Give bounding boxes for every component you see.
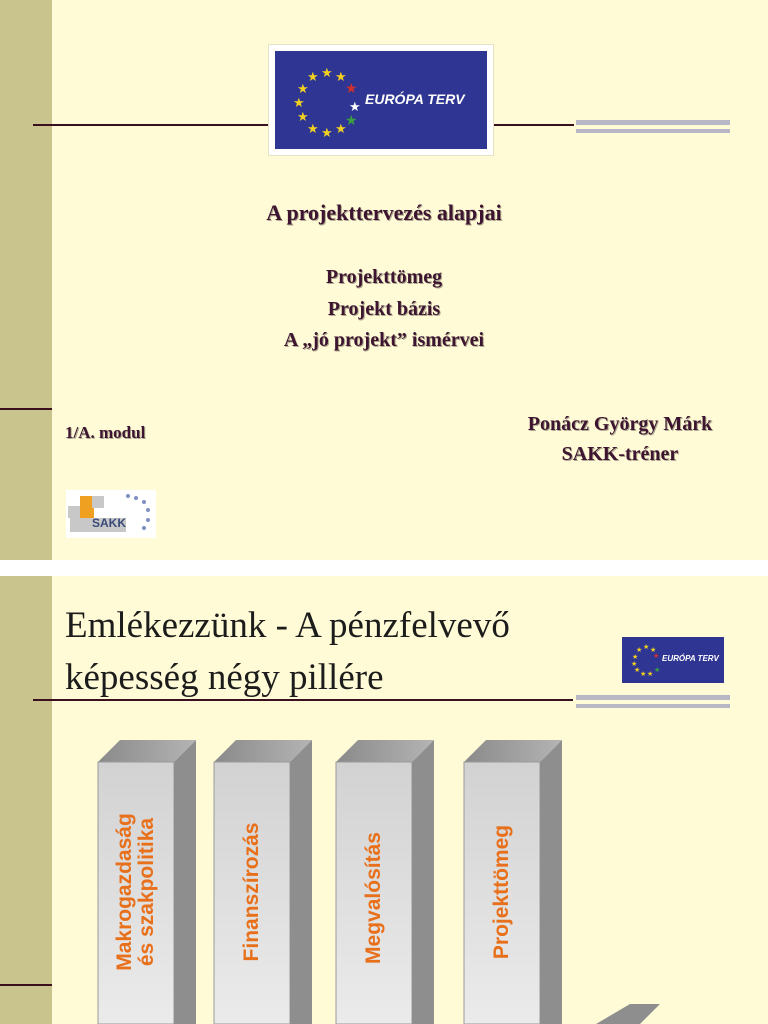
svg-text:★: ★ [335,70,347,85]
svg-text:★: ★ [647,670,654,678]
svg-text:★: ★ [653,652,660,660]
svg-text:★: ★ [297,110,309,125]
sakk-logo-text: SAKK [92,516,127,530]
svg-text:★: ★ [293,96,305,111]
base-slab [596,1004,660,1024]
pillar-label-3: Megvalósítás [362,832,385,964]
presentation-title: A projekttervezés alapjai [266,200,502,225]
pillar-2 [214,740,312,1024]
logo-background [275,51,487,149]
svg-text:★: ★ [307,70,319,85]
svg-text:★: ★ [321,66,333,81]
svg-text:★: ★ [643,643,650,651]
svg-text:★: ★ [634,666,641,674]
svg-text:★: ★ [345,81,358,97]
content-slide [0,576,768,1024]
pillar-label-2: Finanszírozás [240,822,263,962]
divider-line [33,124,270,126]
svg-text:★: ★ [321,126,333,141]
author-role: SAKK-tréner [561,443,679,465]
svg-text:★: ★ [654,666,661,674]
slide-title-line-2: képesség négy pillére [65,657,384,698]
svg-text:★: ★ [632,653,639,661]
pillar-label-1 [114,792,158,992]
svg-text:★: ★ [631,660,638,668]
subtitle-2: Projekt bázis [327,298,441,320]
divider-accent [576,129,730,133]
svg-text:★: ★ [636,646,643,654]
logo-text: EURÓPA TERV [365,91,465,107]
svg-text:★: ★ [345,113,358,129]
module-label: 1/A. modul [65,423,146,442]
svg-text:★: ★ [307,122,319,137]
sakk-logo [66,490,156,538]
sakk-logo-graphic [66,490,156,538]
pillar-label-1-line-2: és szakpolitika [135,817,158,967]
sidebar-line [0,408,52,410]
author-name: Ponácz György Márk [527,413,713,435]
svg-text:★: ★ [297,82,309,97]
svg-text:★: ★ [335,122,347,137]
divider-accent [576,120,730,125]
pillar-3 [336,740,434,1024]
logo-text: EURÓPA TERV [662,654,719,663]
eu-stars-icon [283,55,373,145]
svg-text:★: ★ [650,646,657,654]
svg-text:★: ★ [349,100,361,115]
pillar-label-1-line-1: Makrogazdaság [113,813,136,971]
divider-line [494,124,574,126]
subtitle-3: A „jó projekt” ismérvei [283,329,485,351]
pillar-label-4: Projekttömeg [490,824,513,960]
pillar-4 [464,740,562,1024]
svg-text:★: ★ [640,670,647,678]
europa-terv-logo [268,44,494,156]
slide-title-line-1: Emlékezzünk - A pénzfelvevő [65,605,510,646]
subtitle-1: Projekttömeg [325,266,443,288]
